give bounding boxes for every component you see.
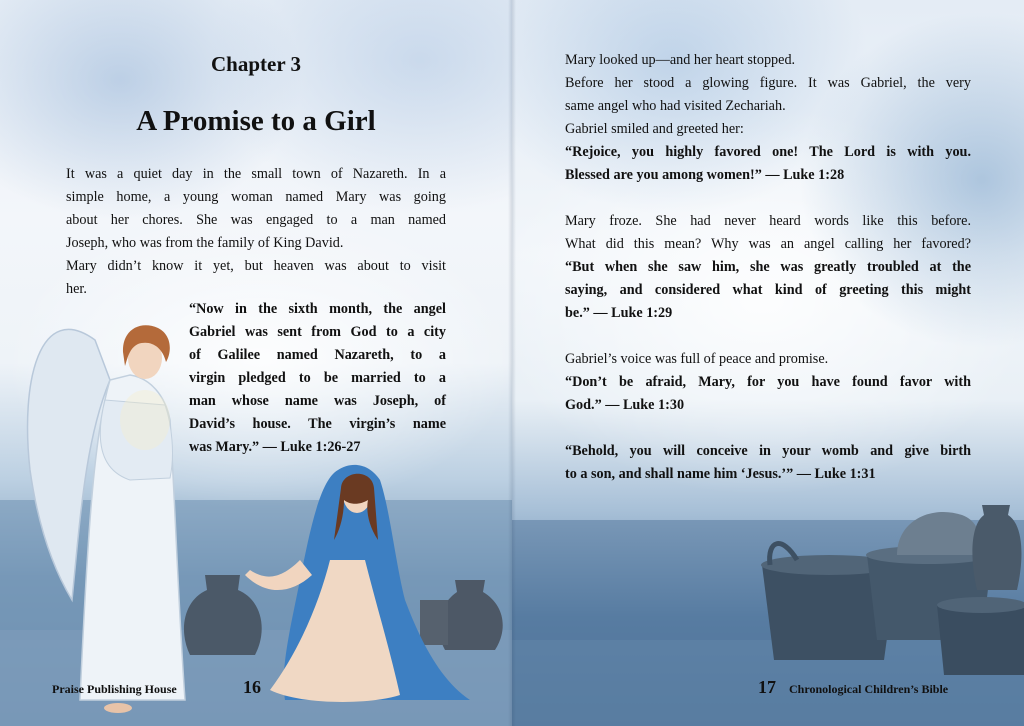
intro-line: It was a quiet day in the small town of Nazareth. In a bbox=[66, 166, 446, 182]
publisher-name: Praise Publishing House bbox=[52, 682, 177, 696]
intro-line: simple home, a young woman named Mary was going bbox=[66, 189, 446, 205]
clay-jar-icon bbox=[420, 600, 448, 645]
intro-line: about her chores. She was engaged to a man named bbox=[66, 212, 446, 228]
text-line: Before her stood a glowing figure. It was Gabriel, the very bbox=[565, 75, 971, 91]
text-line: Gabriel’s voice was full of peace and promise. bbox=[565, 351, 829, 367]
scripture-line: saying, and considered what kind of greeting this might bbox=[565, 282, 971, 298]
scripture-line: “Rejoice, you highly favored one! The Lord is with you. bbox=[565, 144, 971, 160]
basket-rim bbox=[937, 597, 1024, 613]
quote-line: of Galilee named Nazareth, to a bbox=[189, 347, 446, 363]
scripture-line: be.” — Luke 1:29 bbox=[565, 305, 673, 321]
text-line: same angel who had visited Zechariah. bbox=[565, 98, 786, 114]
angel-feet bbox=[104, 703, 132, 713]
basket-icon bbox=[937, 605, 1024, 675]
chapter-title: A Promise to a Girl bbox=[136, 105, 376, 137]
scripture-line: “But when she saw him, she was greatly troubled at the bbox=[565, 259, 971, 275]
cloth-bundle-icon bbox=[897, 512, 980, 555]
quote-line: Gabriel was sent from God to a city bbox=[189, 324, 446, 340]
quote-line: David’s house. The virgin’s name bbox=[189, 416, 446, 432]
page-gutter bbox=[508, 0, 516, 726]
quote-line: virgin pledged to be married to a bbox=[189, 370, 446, 386]
clay-jar-icon bbox=[972, 505, 1021, 590]
scripture-quote-luke-1-26 bbox=[189, 298, 446, 459]
text-line: Mary looked up—and her heart stopped. bbox=[565, 52, 796, 68]
intro-line: her. bbox=[66, 281, 87, 297]
paragraph-gap bbox=[565, 417, 971, 440]
intro-paragraph bbox=[66, 163, 446, 301]
quote-line: man whose name was Joseph, of bbox=[189, 393, 446, 409]
intro-line: Joseph, who was from the family of King David. bbox=[66, 235, 344, 251]
text-line: What did this mean? Why was an angel calling her favored? bbox=[565, 236, 971, 252]
book-title: Chronological Children’s Bible bbox=[789, 682, 949, 696]
quote-line: “Now in the sixth month, the angel bbox=[189, 301, 446, 317]
intro-line: Mary didn’t know it yet, but heaven was about to visit bbox=[66, 258, 446, 274]
paragraph-gap bbox=[565, 187, 971, 210]
paragraph-gap bbox=[565, 325, 971, 348]
right-page bbox=[512, 0, 1024, 726]
angel-halo-glow bbox=[120, 390, 170, 450]
scripture-line: to a son, and shall name him ‘Jesus.’” — Luke 1:31 bbox=[565, 466, 876, 482]
text-line: Mary froze. She had never heard words like this before. bbox=[565, 213, 971, 229]
right-page-text bbox=[565, 49, 971, 486]
page-number-left: 16 bbox=[243, 677, 261, 697]
scripture-line: “Behold, you will conceive in your womb and give birth bbox=[565, 443, 971, 459]
chapter-label: Chapter 3 bbox=[210, 52, 302, 76]
scripture-line: Blessed are you among women!” — Luke 1:28 bbox=[565, 167, 845, 183]
page-number-right: 17 bbox=[758, 677, 776, 697]
scripture-line: God.” — Luke 1:30 bbox=[565, 397, 685, 413]
quote-line: was Mary.” — Luke 1:26-27 bbox=[189, 439, 361, 455]
scripture-line: “Don’t be afraid, Mary, for you have found favor with bbox=[565, 374, 971, 390]
text-line: Gabriel smiled and greeted her: bbox=[565, 121, 744, 137]
